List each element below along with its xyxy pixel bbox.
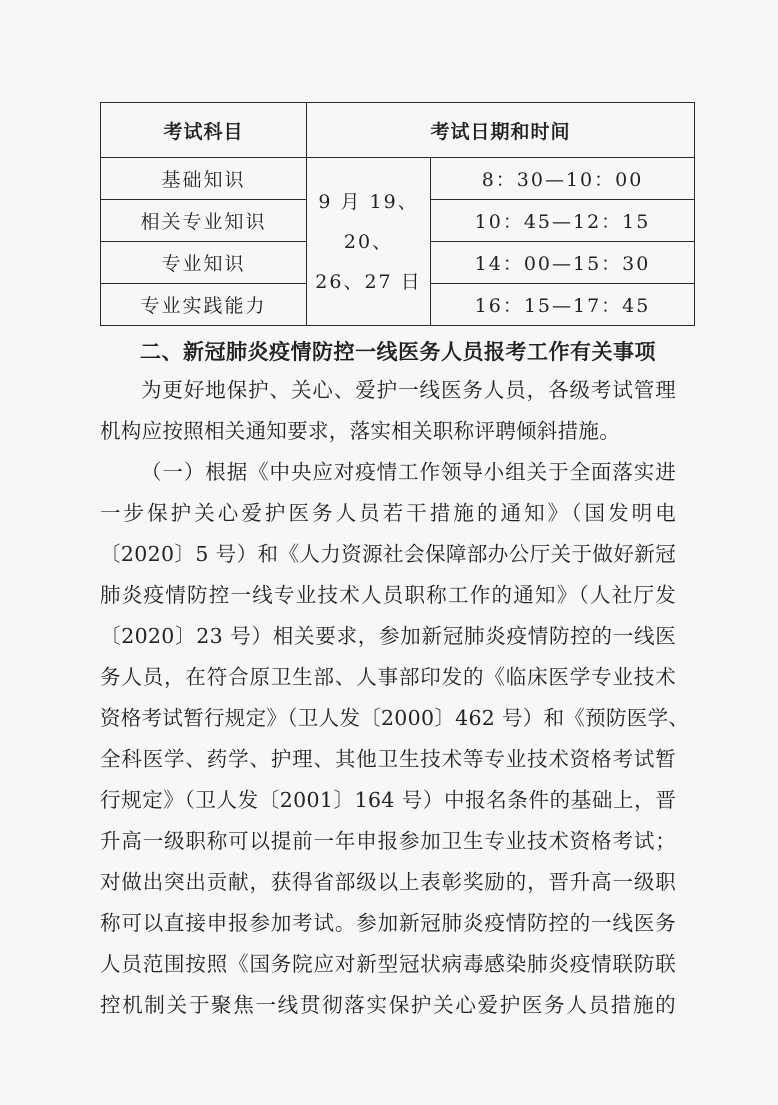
text-line: （一）根据《中央应对疫情工作领导小组关于全面落实进: [141, 460, 676, 484]
text-line: 为更好地保护、关心、爱护一线医务人员，各级考试管理: [141, 378, 676, 402]
table-header-row: [101, 103, 695, 158]
exam-schedule-table: [100, 102, 695, 326]
text-line: 务人员，在符合原卫生部、人事部印发的《临床医学专业技术: [100, 665, 676, 689]
text-line: 称可以直接申报参加考试。参加新冠肺炎疫情防控的一线医务: [100, 911, 676, 935]
exam-date-line1: 9 月 19、20、: [318, 190, 419, 253]
text-line: 〔2020〕5 号）和《人力资源社会保障部办公厅关于做好新冠: [100, 542, 676, 566]
time-cell: 16：15—17：45: [431, 284, 695, 326]
subject-cell: 专业实践能力: [101, 284, 307, 326]
time-cell: 10：45—12：15: [431, 200, 695, 242]
exam-date-line2: 26、27 日: [315, 270, 422, 293]
section-heading: 二、新冠肺炎疫情防控一线医务人员报考工作有关事项: [140, 339, 656, 364]
header-subject: 考试科目: [101, 103, 307, 158]
subject-cell: 基础知识: [101, 158, 307, 200]
exam-date-cell: [307, 158, 431, 326]
text-line: 肺炎疫情防控一线专业技术人员职称工作的通知》（人社厅发: [100, 583, 676, 607]
text-line: 行规定》（卫人发〔2001〕164 号）中报名条件的基础上，晋: [100, 788, 676, 812]
text-line: 升高一级职称可以提前一年申报参加卫生专业技术资格考试；: [100, 829, 676, 853]
paragraph-1: [100, 370, 676, 452]
paragraph-2: [100, 452, 690, 1026]
header-datetime: 考试日期和时间: [307, 103, 695, 158]
table-row: [101, 158, 695, 200]
subject-cell: 专业知识: [101, 242, 307, 284]
time-cell: 14：00—15：30: [431, 242, 695, 284]
text-line: 人员范围按照《国务院应对新型冠状病毒感染肺炎疫情联防联: [100, 952, 676, 976]
text-line: 机构应按照相关通知要求，落实相关职称评聘倾斜措施。: [100, 419, 620, 443]
text-line: 控机制关于聚焦一线贯彻落实保护关心爱护医务人员措施的: [100, 993, 676, 1017]
time-cell: 8：30—10：00: [431, 158, 695, 200]
text-line: 〔2020〕23 号）相关要求，参加新冠肺炎疫情防控的一线医: [100, 624, 676, 648]
text-line: 资格考试暂行规定》（卫人发〔2000〕462 号）和《预防医学、: [100, 706, 690, 730]
text-line: 全科医学、药学、护理、其他卫生技术等专业技术资格考试暂: [100, 747, 676, 771]
text-line: 对做出突出贡献，获得省部级以上表彰奖励的，晋升高一级职: [100, 870, 676, 894]
subject-cell: 相关专业知识: [101, 200, 307, 242]
text-line: 一步保护关心爱护医务人员若干措施的通知》（国发明电: [100, 501, 676, 525]
